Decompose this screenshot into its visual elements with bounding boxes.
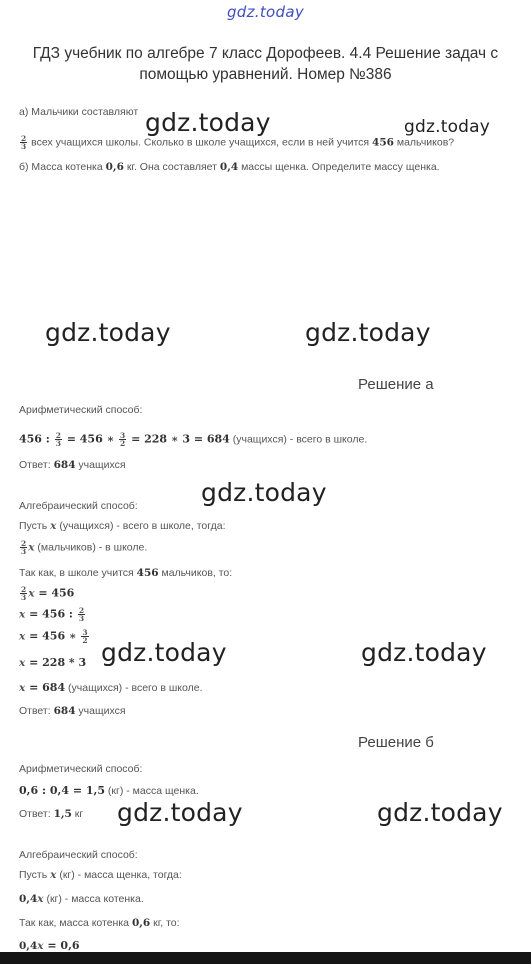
final-equation-b: 0,4x = 0,6 xyxy=(19,939,80,952)
arith-equation-b: 0,6 : 0,4 = 1,5 (кг) - масса щенка. xyxy=(19,784,199,797)
alg-label-a: Алгебраический способ: xyxy=(19,500,138,512)
problem-a-line2: $\frac{2}{3}$ всех учащихся школы. Сколько в школе учащихся, если в ней учится 456 мальчиков? xyxy=(21,134,455,151)
watermark: gdz.today xyxy=(305,318,431,347)
watermark: gdz.today xyxy=(377,798,503,827)
arith-label-a: Арифметический способ: xyxy=(19,404,143,416)
solution-b-heading: Решение б xyxy=(358,734,434,751)
let-statement-a: Пусть x (учащихся) - всего в школе, тогда: xyxy=(19,520,226,532)
arith-answer-a: Ответ: 684 учащихся xyxy=(19,459,126,471)
page-title: ГДЗ учебник по алгебре 7 класс Дорофеев. 4.4 Решение задач с помощью уравнений. Номер №386 xyxy=(32,45,499,83)
equation-1: $\frac{2}{3}$ x = 456 xyxy=(21,585,75,602)
arith-equation-a: 456 : $\frac{2}{3}$ = 456 ∗ $\frac{3}{2}$ = 228 ∗ 3 = 684 (учащихся) - всего в школе. xyxy=(19,431,368,448)
problem-a-line1: а) Мальчики составляют xyxy=(19,106,139,118)
solution-a-heading: Решение а xyxy=(358,376,434,393)
equation-2: x = 456 : $\frac{2}{3}$ xyxy=(19,606,85,623)
boys-expression: $\frac{2}{3}$ x (мальчиков) - в школе. xyxy=(21,539,148,556)
arith-answer-b: Ответ: 1,5 кг xyxy=(19,808,84,820)
let-statement-b: Пусть x (кг) - масса щенка, тогда: xyxy=(19,869,182,881)
site-logo[interactable]: gdz.today xyxy=(226,3,305,21)
problem-b: б) Масса котенка 0,6 кг. Она составляет 0,4 массы щенка. Определите массу щенка. xyxy=(19,161,440,173)
arith-label-b: Арифметический способ: xyxy=(19,763,143,775)
watermark: gdz.today xyxy=(45,318,171,347)
watermark: gdz.today xyxy=(117,798,243,827)
watermark: gdz.today xyxy=(404,117,491,137)
since-statement-b: Так как, масса котенка 0,6 кг, то: xyxy=(19,917,180,929)
alg-label-b: Алгебраический способ: xyxy=(19,849,138,861)
alg-answer-a: Ответ: 684 учащихся xyxy=(19,705,126,717)
equation-3: x = 456 ∗ $\frac{3}{2}$ xyxy=(19,628,88,645)
watermark: gdz.today xyxy=(101,638,227,667)
fraction: $\frac{2}{3}$ xyxy=(21,134,27,151)
watermark: gdz.today xyxy=(361,638,487,667)
watermark: gdz.today xyxy=(145,108,271,137)
watermark: gdz.today xyxy=(201,478,327,507)
equation-5: x = 684 (учащихся) - всего в школе. xyxy=(19,681,203,694)
equation-4: x = 228 * 3 xyxy=(19,656,87,669)
bottom-bar xyxy=(0,952,531,964)
since-statement-a: Так как, в школе учится 456 мальчиков, то: xyxy=(19,567,233,579)
kitten-expression: 0,4x (кг) - масса котенка. xyxy=(19,893,144,905)
